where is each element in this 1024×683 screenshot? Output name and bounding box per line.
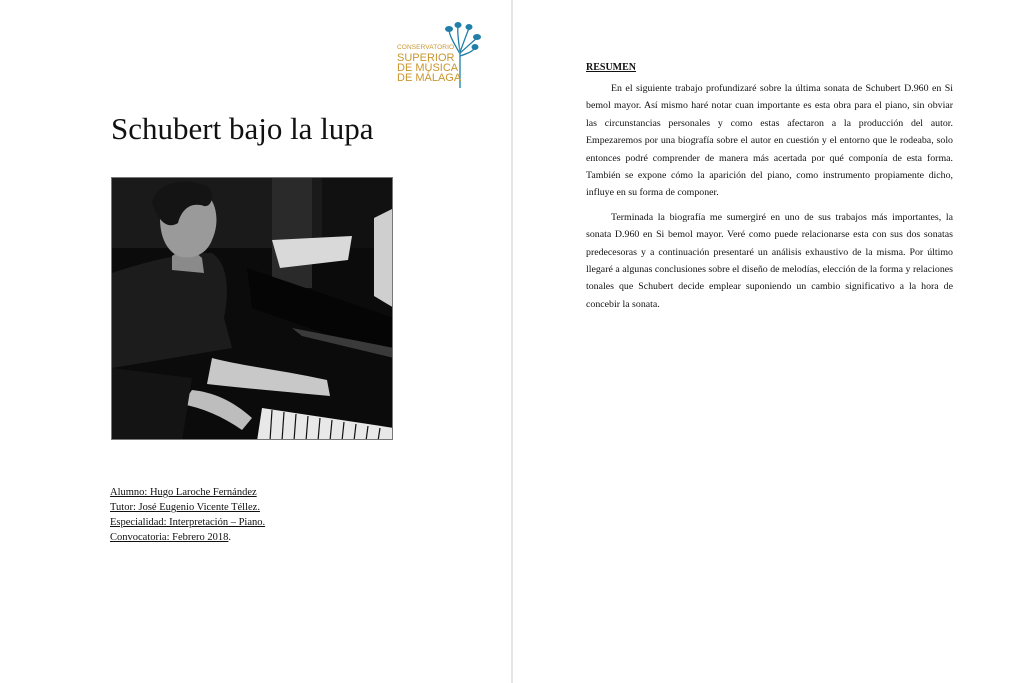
- pianist-photo-graphic: [112, 178, 393, 440]
- logo-line-1: CONSERVATORIO: [397, 44, 455, 51]
- logo-line-4: DE MÁLAGA: [397, 71, 462, 84]
- call-date: [110, 530, 265, 545]
- document-title: Schubert bajo la lupa: [111, 111, 374, 146]
- abstract-body: [586, 80, 953, 320]
- logo-line-3: DE MÚSICA: [397, 61, 459, 74]
- call-date-text: Convocatoria: Febrero 2018: [110, 532, 229, 543]
- abstract-paragraph-1: En el siguiente trabajo profundizaré sobre la última sonata de Schubert D.960 en Si bemol mayor. Así mismo haré notar cuan importante es esta obra para el piano, sin obviar las circunstancias personales y como estas afectaron a la producción del autor. Empezaremos por una biografía sobre el autor en cuestión y el entorno que le rodeaba, solo entonces podré comprender de manera más acertada por qué componía de esta forma. También se expone cómo la aparición del piano, como instrumento propiamente dicho, influye en su forma de componer.: [586, 83, 953, 199]
- logo-line-2: SUPERIOR: [397, 51, 455, 64]
- pianist-photo: [111, 177, 393, 440]
- abstract-heading: RESUMEN: [586, 62, 637, 73]
- student-name: Alumno: Hugo Laroche Fernández: [110, 487, 257, 498]
- abstract-paragraph-2: Terminada la biografía me sumergiré en uno de sus trabajos más importantes, la sonata D.960 en Si bemol mayor. Veré como puede relacionarse esta con sus dos sonatas predecesoras y a continuación presentaré un análisis exhaustivo de la misma. Por último llegaré a algunas conclusiones sobre el diseño de melodías, elección de la forma y relaciones tonales que Schubert decide emplear suponiendo un cambio significativo a la hora de concebir la sonata.: [586, 211, 953, 310]
- conservatorio-logo: [396, 20, 486, 90]
- tutor-name: Tutor: José Eugenio Vicente Téllez.: [110, 502, 260, 513]
- specialty: Especialidad: Interpretación – Piano.: [110, 517, 266, 528]
- logo-text: [397, 45, 461, 83]
- call-date-period: .: [228, 532, 232, 543]
- author-info: [110, 485, 265, 545]
